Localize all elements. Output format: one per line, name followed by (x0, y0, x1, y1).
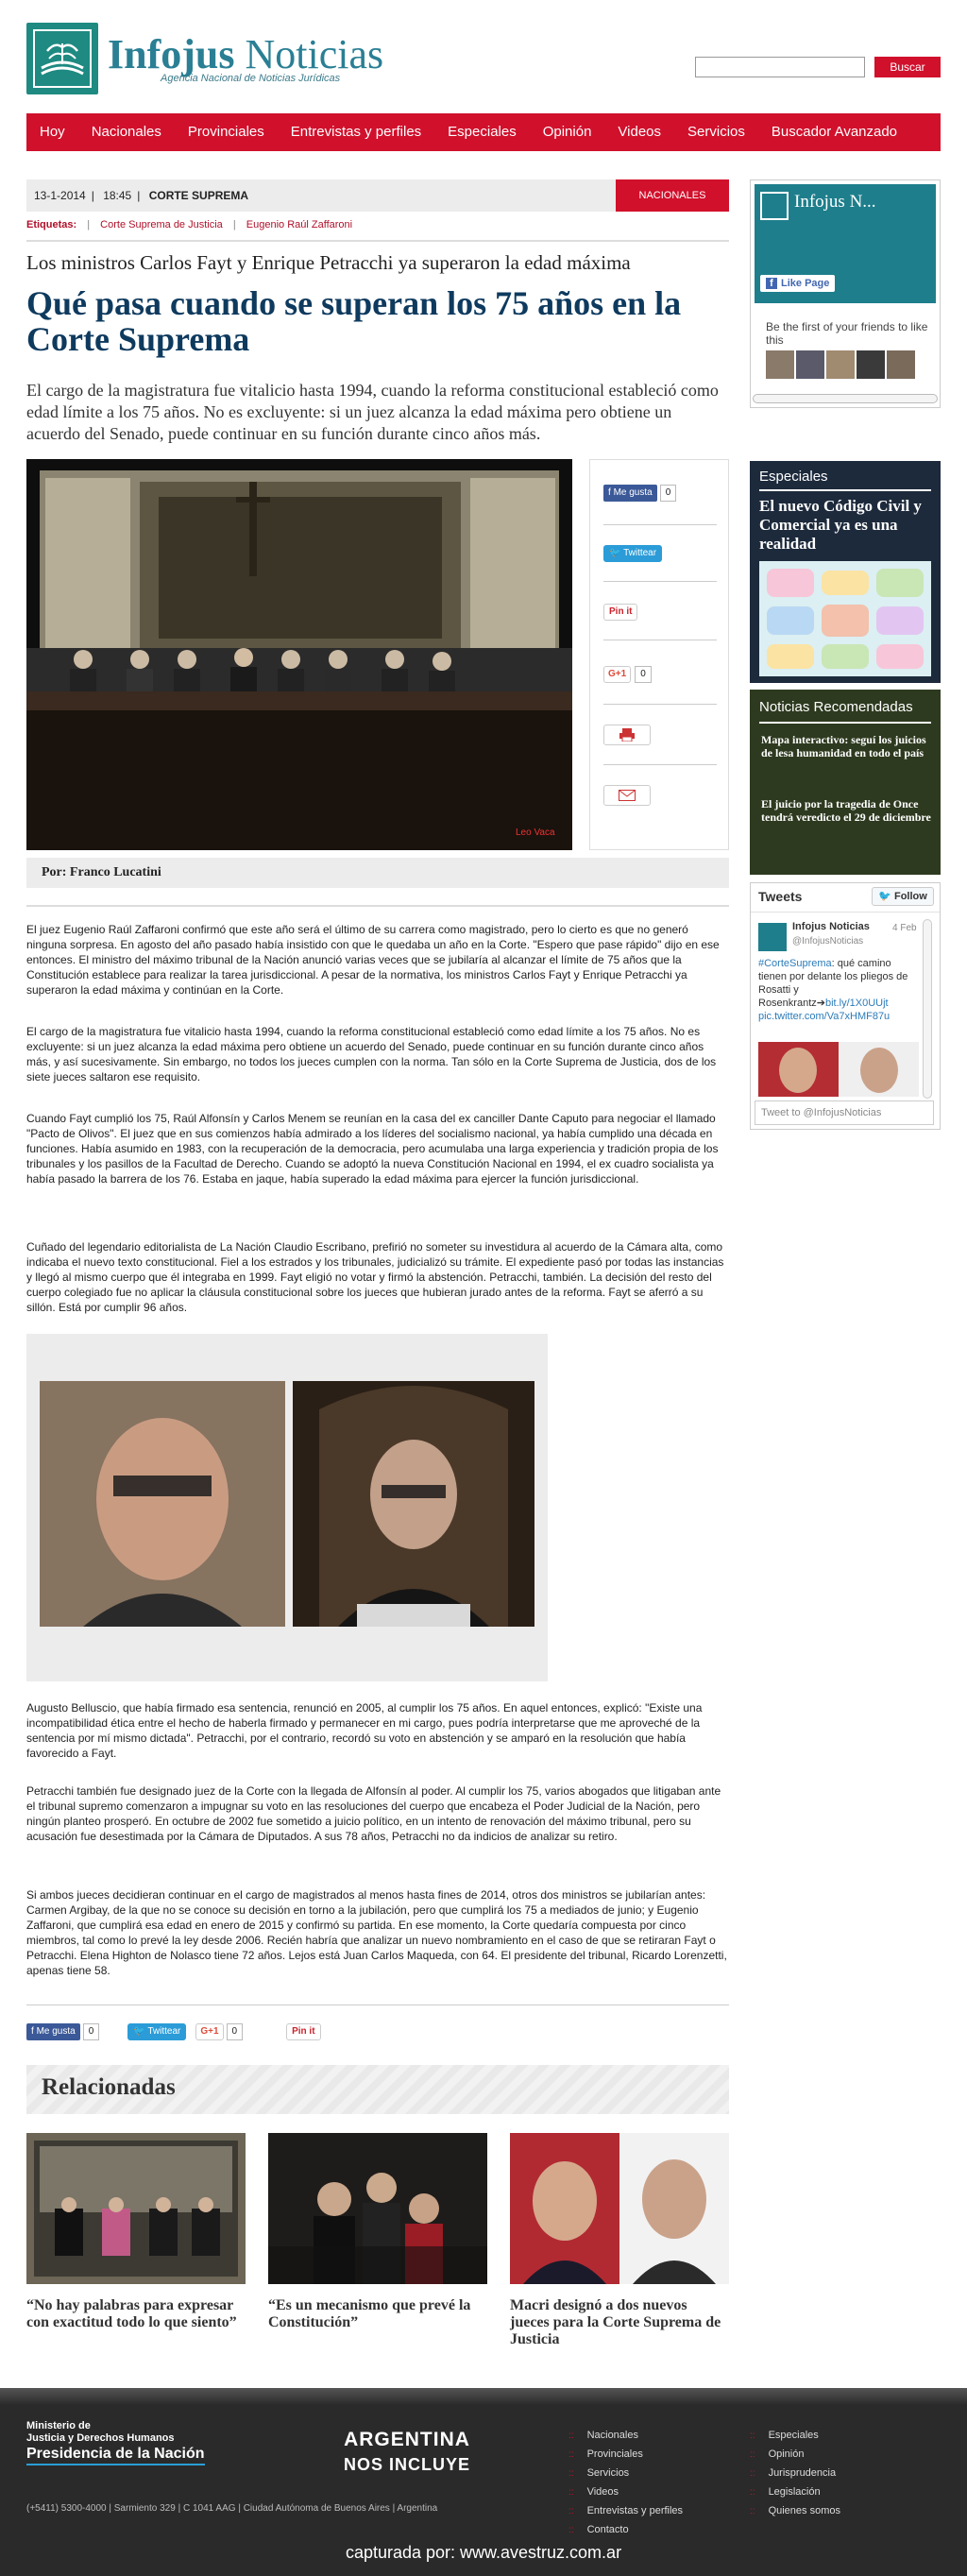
facebook-page-widget (750, 179, 941, 408)
footer-link[interactable]: :: Contacto (568, 2524, 629, 2535)
ministry-logo[interactable] (26, 2420, 205, 2465)
tweet-text (758, 957, 919, 1023)
tweets-title: Tweets (758, 889, 803, 904)
footer-link[interactable]: :: Legislación (750, 2486, 821, 2498)
follow-label: Follow (893, 891, 927, 902)
footer-link[interactable]: :: Quienes somos (750, 2505, 840, 2516)
ministry-line1: Ministerio de (26, 2420, 91, 2431)
fb-page-cover[interactable] (755, 184, 936, 303)
related-title: Relacionadas (42, 2074, 176, 2100)
fb-like-count: 0 (83, 2023, 100, 2040)
facebook-icon: f (766, 278, 777, 289)
article-meta-bar: 13-1-2014 | 18:45 | CORTE SUPREMA (26, 179, 729, 212)
article-headline: Qué pasa cuando se superan los 75 años en la Corte Suprema (26, 284, 682, 358)
twitter-bird-icon: 🐦 (133, 2026, 145, 2037)
article-tags: Etiquetas: | Corte Suprema de Justicia | Eugenio Raúl Zaffaroni (26, 219, 353, 230)
twitter-bird-icon: 🐦 (878, 891, 891, 902)
footer-link[interactable]: :: Entrevistas y perfiles (568, 2505, 683, 2516)
recommended-news-widget (750, 690, 941, 875)
page-avatar (760, 192, 789, 220)
tags-label: Etiquetas: (26, 219, 77, 230)
divider (603, 524, 717, 525)
avatar (826, 350, 855, 379)
civil-code-illustration (759, 561, 931, 676)
section-badge[interactable]: NACIONALES (616, 179, 729, 212)
article-paragraph: El cargo de la magistratura fue vitalicio hasta 1994, cuando la reforma constitucional estableció como edad límite a los 75 años. No es excluyente: si un juez alcanza la edad máxima pero obtiene un acuerdo del Senado, puede continuar en su función durante cinco años más, y así sucesivamente. Sin embargo, no todos los jueces cumplen con la norma. Tan sólo en la Corte Suprema de Justicia, dos de los siete jueces saltaron ese requisito. (26, 1025, 717, 1083)
footer-shadow (0, 2388, 967, 2405)
article-category[interactable]: CORTE SUPREMA (148, 189, 249, 202)
tweet-date[interactable]: 4 Feb (892, 923, 917, 933)
horizontal-scrollbar[interactable] (753, 394, 938, 403)
article-byline: Por: Franco Lucatini (26, 858, 729, 888)
vertical-scrollbar[interactable] (923, 919, 932, 1099)
bottom-share-row (26, 2023, 321, 2040)
nav-item-buscador[interactable]: Buscador Avanzado (771, 124, 898, 140)
twitter-timeline-widget (750, 882, 941, 1130)
judges-portraits-illustration (26, 1334, 548, 1681)
related-photo-illustration (26, 2133, 246, 2284)
print-button[interactable] (603, 725, 651, 745)
divider (603, 764, 717, 765)
slogan (344, 2428, 470, 2477)
tweet-button[interactable] (603, 545, 662, 562)
divider (26, 905, 729, 907)
fb-like-label: Me gusta (36, 2026, 76, 2037)
especiales-feature-image[interactable] (759, 561, 931, 676)
footer-link[interactable]: :: Especiales (750, 2430, 819, 2441)
open-book-icon (26, 23, 98, 94)
tag-link[interactable]: Eugenio Raúl Zaffaroni (246, 219, 353, 230)
especiales-feature-title[interactable]: El nuevo Código Civil y Comercial ya es una realidad (759, 497, 922, 553)
article-paragraph: Cuñado del legendario editorialista de La Nación Claudio Escribano, prefirió no someter su investidura al acuerdo de la Cámara alta, como indicaba el nuevo texto constitucional. Fiel a los estrados y los tribunales, judicializó su trámite. El expediente pasó por todas las instancias y llegó al mismo cuerpo que él integraba en 1999. Fayt eligió no votar y firmó la abstención. Petracchi, también. La decisión del resto del cuerpo colegiado fue no aplicar la cláusula constitucional sobre los jueces que hubieran jurado antes de la reforma. Fayt se aferró a su sillón. Está por cumplir 96 años. (26, 1240, 724, 1314)
related-thumb[interactable] (268, 2133, 487, 2284)
avatar (887, 350, 915, 379)
article-time: 18:45 (103, 189, 132, 202)
search-input[interactable] (695, 57, 865, 77)
divider (26, 240, 729, 242)
logo-subtitle: Agencia Nacional de Noticias Jurídicas (161, 73, 341, 84)
ministry-line2: Justicia y Derechos Humanos (26, 2432, 175, 2444)
tweet-photo-illustration (758, 1042, 919, 1097)
photo-credit: Leo Vaca (516, 827, 555, 838)
article-paragraph: Cuando Fayt cumplió los 75, Raúl Alfonsín y Carlos Menem se reunían en la casa del ex canciller Dante Caputo para negociar el llamado "Pacto de Olivos". El juez que en sus comienzos había admirado a los líderes del socialismo nacional, ya había cumplido una década en funciones. Había asumido en 1983, con la recuperación de la democracia, pero acumulaba una larga experiencia y tradición propia de los tribunales y los pasillos de la Facultad de Derecho. Cuando se adoptó la nueva Constitución Nacional en 1994, el ex cuadro socialista ya había pasado la barrera de los 76. Estaba en jaque, había superado la edad máxima para ejercer la función jurisdiccional. (26, 1112, 719, 1186)
tweet-link[interactable]: bit.ly/1X0UUjt (824, 998, 889, 1009)
facebook-like-button[interactable] (603, 485, 657, 502)
fb-like-page-button[interactable] (760, 275, 835, 292)
gplus-button[interactable]: G+1 (195, 2023, 223, 2040)
article-paragraph: Si ambos jueces decidieran continuar en el cargo de magistrados al menos hasta fines de 2014, otros dos ministros se jubilarían antes: Carmen Argibay, de la que no se conoce su decisión en torno a la jubilación, pero que cumplirá los 75 a mediados de junio; y Eugenio Zaffaroni, que cumplirá esa edad en enero de 2015 y confirmó su partida. En ese momento, la Corte quedaría compuesta por cinco miembros, tal como lo prevé la ley desde 2006. Recién habría que analizar un nuevo nombramiento en el caso de que se retiraran Fayt o Petracchi. Elena Highton de Nolasco tiene 72 años. Lejos está Juan Carlos Maqueda, con 64. El presidente del tribunal, Ricardo Lorenzetti, apenas tiene 58. (26, 1888, 727, 1977)
tweet-hashtag[interactable]: #CorteSuprema (758, 958, 832, 969)
tweet-user[interactable]: Infojus Noticias (792, 921, 870, 932)
avatar[interactable] (758, 923, 787, 951)
follow-button[interactable] (872, 887, 934, 906)
fb-like-page-label: Like Page (781, 278, 830, 289)
article-kicker: Los ministros Carlos Fayt y Enrique Petracchi ya superaron la edad máxima (26, 251, 631, 274)
recommended-link[interactable]: Mapa interactivo: seguí los juicios de lesa humanidad en todo el país (761, 733, 926, 759)
court-photo-illustration (26, 459, 572, 850)
related-headline[interactable]: “No hay palabras para expresar con exactitud todo lo que siento” (26, 2297, 237, 2330)
article-date: 13-1-2014 (34, 189, 86, 202)
tweet-label: Twittear (147, 2026, 181, 2037)
footer-link[interactable]: :: Videos (568, 2486, 619, 2498)
footer-address: (+5411) 5300-4000 | Sarmiento 329 | C 1041 AAG | Ciudad Autónoma de Buenos Aires | Argentina (26, 2503, 438, 2514)
nav-item-videos[interactable]: Videos (618, 124, 662, 140)
nav-item-entrevistas[interactable]: Entrevistas y perfiles (290, 124, 422, 140)
facebook-like-button[interactable] (26, 2023, 80, 2040)
capture-watermark: capturada por: www.avestruz.com.ar (345, 2543, 622, 2562)
tweet-handle: @InfojusNoticias (792, 936, 864, 947)
footer-link[interactable]: :: Opinión (750, 2448, 804, 2460)
divider (603, 704, 717, 705)
divider (759, 722, 931, 724)
gplus-count: 0 (227, 2023, 244, 2040)
especiales-widget (750, 461, 941, 683)
fb-friends-avatars (766, 350, 915, 379)
search-button[interactable]: Buscar (874, 57, 941, 77)
tweet-body: : qué camino tienen por delante los pliegos de Rosatti y Rosenkrantz➔ (758, 958, 908, 1009)
ministry-line3: Presidencia de la Nación (26, 2445, 205, 2465)
logo-title-bold: Infojus (108, 31, 235, 77)
logo-emblem[interactable] (26, 23, 98, 94)
gplus-count: 0 (635, 666, 652, 683)
footer-link[interactable]: :: Servicios (568, 2467, 629, 2479)
printer-icon (619, 728, 636, 742)
avatar (796, 350, 824, 379)
especiales-title: Especiales (759, 469, 828, 485)
divider (603, 581, 717, 582)
avatar (766, 350, 794, 379)
judges-photo-gallery (26, 1334, 548, 1681)
related-photo-illustration (268, 2133, 487, 2284)
related-photo-illustration (510, 2133, 729, 2284)
slogan-line2: NOS INCLUYE (344, 2455, 471, 2474)
related-headline[interactable]: “Es un mecanismo que prevé la Constitución” (268, 2297, 471, 2330)
main-nav (26, 113, 941, 151)
nav-item-hoy[interactable]: Hoy (40, 124, 65, 140)
gplus-button[interactable]: G+1 (603, 666, 631, 683)
nav-item-opinion[interactable]: Opinión (542, 124, 592, 140)
article-paragraph: El juez Eugenio Raúl Zaffaroni confirmó que este año será el último de su carrera como magistrado, pero lo cierto es que no generó ninguna sorpresa. En agosto del año pasado había insistido con que le quedaba un año en la Corte. "Espero que pase rápido" dijo en ese entonces. El ministro del máximo tribunal de la Nación anunció varias veces que se jubilaría al alcanzar el límite de 75 años que la Constitución establece para realizar la tarea jurisdiccional. A pesar de la normativa, los ministros Carlos Fayt y Enrique Petracchi ya superaron la edad máxima y continúan en la Corte. (26, 923, 720, 997)
related-headline[interactable]: Macri designó a dos nuevos jueces para la Corte Suprema de Justicia (510, 2297, 721, 2347)
footer-link[interactable]: :: Provinciales (568, 2448, 643, 2460)
fb-friends-text: Be the first of your friends to like this (766, 320, 928, 347)
article-paragraph: Petracchi también fue designado juez de la Corte con la llegada de Alfonsín al poder. Al cumplir los 75, varios abogados que litigaban ante el tribunal supremo comenzaron a impugnar su voto en las resoluciones del cuerpo que encabeza el Poder Judicial de la Nación, pero ningún planteo prosperó. En octubre de 2002 fue sometido a juicio político, en un intento de renovación del máximo tribunal, pero su acusación fue desestimada por la Cámara de Diputados. A sus 78 años, Petracchi no da indicios de analizar su retiro. (26, 1784, 721, 1843)
avatar (857, 350, 885, 379)
article-lead: El cargo de la magistratura fue vitalicio hasta 1994, cuando la reforma constitucional estableció como edad límite a los 75 años. No es excluyente: si un juez alcanza la edad máxima pero obtiene un acuerdo del Senado, puede continuar en su función durante cinco años más. (26, 381, 719, 443)
nav-item-especiales[interactable]: Especiales (448, 124, 517, 140)
facebook-icon: f (608, 487, 611, 498)
tag-link[interactable]: Corte Suprema de Justicia (100, 219, 223, 230)
footer-link[interactable]: :: Nacionales (568, 2430, 638, 2441)
recommended-link[interactable]: El juicio por la tragedia de Once tendrá veredicto el 29 de diciembre (761, 797, 931, 824)
fb-like-label: Me gusta (613, 487, 653, 498)
slogan-line1: ARGENTINA (344, 2429, 470, 2450)
tweet-image[interactable] (758, 1042, 919, 1097)
twitter-bird-icon: 🐦 (609, 548, 621, 558)
article-paragraph: Augusto Belluscio, que había firmado esa sentencia, renunció en 2005, al cumplir los 75 años. En aquel entonces, explicó: "Existe una incompatibilidad ética entre el hecho de haberla firmado y permanecer en mi cargo, pues podría interpretarse que me aproveché de la sentencia por mí mismo dictada". Petracchi, por el contrario, recordó su voto en abstención y se amparó en la resolución que había favorecido a Fayt. (26, 1701, 703, 1760)
article-main-photo (26, 459, 572, 850)
nav-item-servicios[interactable]: Servicios (687, 124, 745, 140)
tweet-label: Twittear (623, 548, 657, 558)
envelope-icon (619, 790, 636, 801)
pinterest-button[interactable]: Pin it (603, 604, 637, 621)
nav-item-nacionales[interactable]: Nacionales (91, 124, 161, 140)
fb-page-name: Infojus N... (794, 192, 876, 212)
tweet-compose-box[interactable]: Tweet to @InfojusNoticias (755, 1100, 934, 1125)
recommended-title: Noticias Recomendadas (759, 699, 913, 715)
divider (751, 912, 940, 913)
facebook-icon: f (31, 2026, 34, 2037)
nav-item-provinciales[interactable]: Provinciales (187, 124, 264, 140)
site-logo-title[interactable] (108, 30, 383, 78)
related-thumb[interactable] (26, 2133, 246, 2284)
share-panel (589, 459, 729, 850)
related-thumb[interactable] (510, 2133, 729, 2284)
divider (759, 489, 931, 491)
email-button[interactable] (603, 785, 651, 806)
logo-title-rest: Noticias (234, 31, 384, 77)
tweet-link[interactable]: pic.twitter.com/Va7xHMF87u (758, 1011, 891, 1022)
tweet-button[interactable] (127, 2023, 186, 2040)
fb-like-count: 0 (660, 485, 677, 502)
pinterest-button[interactable]: Pin it (286, 2023, 320, 2040)
footer-link[interactable]: :: Jurisprudencia (750, 2467, 836, 2479)
